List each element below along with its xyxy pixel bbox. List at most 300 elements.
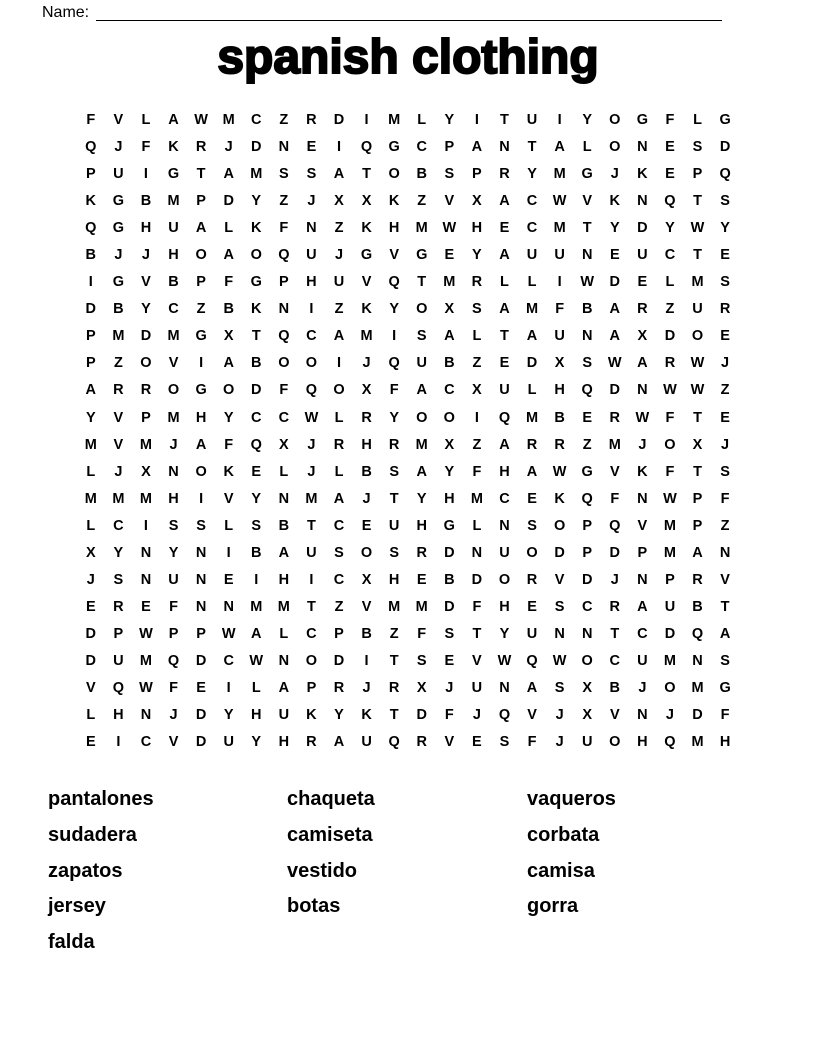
grid-row (77, 377, 739, 404)
page-title: spanish clothing (217, 31, 599, 84)
grid-cell: L (279, 463, 289, 480)
grid-cell: W (580, 274, 595, 291)
grid-cell: C (444, 382, 455, 399)
grid-cell: M (691, 274, 704, 291)
grid-cell: X (223, 328, 234, 345)
grid-row (77, 540, 739, 567)
grid-cell: F (665, 112, 675, 128)
grid-cell: D (664, 625, 676, 642)
grid-cell: G (388, 139, 400, 156)
grid-cell: J (555, 734, 564, 751)
grid-cell: N (140, 707, 152, 724)
grid-cell: A (499, 193, 510, 210)
grid-cell: R (140, 382, 152, 399)
grid-cell: P (196, 625, 206, 642)
grid-cell: U (637, 247, 648, 264)
grid-cell: U (113, 166, 124, 183)
grid-cell: B (361, 625, 372, 642)
grid-cell: R (637, 301, 648, 318)
grid-cell: M (250, 166, 263, 183)
grid-cell: P (85, 355, 96, 372)
grid-cell: M (167, 328, 180, 345)
grid-cell: M (84, 490, 97, 507)
grid-cell: B (581, 301, 593, 318)
grid-cell: O (223, 382, 235, 399)
grid-cell: J (307, 463, 316, 480)
grid-cell: N (278, 490, 290, 507)
grid-cell: S (113, 571, 124, 588)
grid-cell: E (85, 598, 96, 615)
grid-row (77, 567, 739, 594)
grid-cell: G (443, 517, 455, 534)
grid-cell: F (555, 301, 565, 318)
grid-cell: V (361, 598, 372, 615)
grid-cell: O (443, 409, 455, 426)
word-list-item: chaqueta (287, 788, 375, 811)
grid-cell: S (196, 517, 206, 534)
grid-cell: M (139, 490, 152, 507)
grid-cell: L (500, 274, 509, 291)
grid-cell: V (168, 734, 179, 751)
grid-cell: I (143, 166, 148, 183)
grid-cell: P (582, 544, 593, 561)
grid-cell: X (416, 679, 427, 696)
name-blank-line (96, 6, 722, 21)
grid-cell: V (444, 193, 455, 210)
grid-cell: A (333, 490, 345, 507)
grid-cell: I (199, 490, 204, 507)
grid-cell: G (112, 220, 124, 237)
grid-cell: D (223, 193, 234, 210)
grid-cell: D (444, 598, 455, 615)
word-list-column (287, 782, 527, 961)
grid-cell: E (251, 463, 262, 480)
grid-cell: M (608, 436, 621, 453)
grid-cell: P (444, 139, 455, 156)
grid-cell: Z (720, 382, 730, 399)
grid-row (77, 702, 739, 729)
grid-cell: W (552, 463, 567, 480)
grid-cell: H (388, 220, 400, 237)
grid-cell: I (226, 544, 231, 561)
grid-cell: R (471, 274, 483, 291)
grid-row (77, 269, 739, 296)
grid-cell: O (305, 355, 318, 372)
grid-cell: S (720, 463, 730, 480)
grid-cell: S (444, 166, 455, 183)
grid-cell: R (388, 436, 400, 453)
grid-cell: Q (526, 652, 538, 669)
grid-cell: L (86, 707, 96, 724)
grid-cell: R (306, 734, 317, 751)
grid-cell: U (526, 112, 538, 128)
grid-cell: O (140, 355, 152, 372)
grid-cell: H (278, 734, 290, 751)
grid-cell: N (637, 707, 648, 724)
grid-cell: X (472, 382, 482, 399)
grid-cell: L (86, 463, 96, 480)
grid-cell: I (364, 652, 369, 669)
grid-cell: T (389, 652, 399, 669)
grid-cell: J (169, 436, 178, 453)
grid-cell: O (691, 328, 704, 345)
grid-cell: K (251, 301, 262, 318)
grid-cell: I (199, 355, 204, 372)
grid-cell: C (306, 625, 317, 642)
grid-cell: J (141, 247, 150, 264)
grid-cell: L (279, 625, 289, 642)
grid-cell: D (85, 301, 97, 318)
grid-cell: P (85, 328, 96, 345)
grid-cell: M (443, 274, 456, 291)
grid-cell: V (113, 112, 124, 128)
grid-cell: T (693, 193, 702, 210)
grid-cell: G (636, 112, 648, 128)
grid-cell: C (581, 598, 593, 615)
grid-cell: N (140, 571, 152, 588)
grid-cell: A (719, 625, 731, 642)
grid-cell: F (389, 382, 399, 399)
grid-cell: E (609, 247, 620, 264)
grid-cell: R (113, 382, 124, 399)
grid-cell: U (416, 355, 427, 372)
grid-cell: W (249, 652, 264, 669)
grid-cell: R (692, 571, 703, 588)
grid-cell: H (278, 571, 290, 588)
grid-cell: S (416, 652, 427, 669)
grid-cell: F (720, 707, 730, 724)
word-list (48, 782, 816, 961)
grid-cell: Y (665, 220, 675, 237)
grid-cell: S (472, 301, 482, 318)
grid-cell: D (609, 274, 621, 291)
word-list-item: jersey (48, 895, 106, 918)
grid-cell: N (499, 139, 510, 156)
grid-cell: S (389, 463, 399, 480)
grid-cell: E (582, 409, 593, 426)
word-list-item: vestido (287, 859, 358, 882)
grid-cell: R (306, 112, 317, 128)
grid-cell: U (278, 707, 290, 724)
grid-cell: J (721, 436, 730, 453)
grid-cell: D (444, 544, 455, 561)
grid-cell: M (250, 598, 263, 615)
grid-cell: Y (609, 220, 620, 237)
grid-cell: Y (444, 112, 455, 128)
grid-cell: O (167, 382, 180, 399)
word-list-item: gorra (527, 895, 579, 918)
grid-cell: I (557, 274, 562, 291)
grid-cell: G (167, 166, 180, 183)
grid-cell: A (637, 598, 648, 615)
grid-cell: P (196, 193, 206, 210)
grid-cell: I (309, 571, 314, 588)
grid-cell: G (112, 193, 124, 210)
grid-cell: Z (417, 193, 427, 210)
grid-cell: Y (720, 220, 730, 237)
grid-cell: I (226, 679, 231, 696)
grid-row (77, 134, 739, 161)
grid-row (77, 215, 739, 242)
grid-cell: Q (498, 707, 511, 724)
grid-cell: S (499, 734, 510, 751)
grid-cell: L (224, 220, 234, 237)
grid-cell: N (223, 598, 234, 615)
grid-cell: H (499, 463, 510, 480)
grid-cell: Y (85, 409, 96, 426)
grid-cell: I (474, 112, 479, 128)
grid-cell: Q (719, 166, 731, 183)
grid-cell: Z (582, 436, 592, 453)
grid-cell: I (474, 409, 479, 426)
grid-cell: O (195, 247, 207, 264)
grid-cell: O (609, 112, 621, 128)
grid-cell: R (361, 409, 372, 426)
grid-cell: Y (168, 544, 179, 561)
grid-cell: W (442, 220, 457, 237)
grid-cell: D (140, 328, 152, 345)
grid-cell: L (693, 112, 702, 128)
grid-cell: A (333, 734, 345, 751)
grid-cell: V (113, 409, 124, 426)
grid-cell: D (195, 652, 207, 669)
grid-cell: W (663, 382, 677, 399)
grid-cell: C (223, 652, 234, 669)
grid-cell: N (637, 382, 648, 399)
grid-cell: T (251, 328, 261, 345)
grid-cell: M (470, 490, 483, 507)
grid-cell: I (309, 301, 314, 318)
grid-cell: O (664, 436, 676, 453)
grid-cell: V (527, 707, 537, 724)
grid-cell: R (664, 355, 676, 372)
grid-cell: O (416, 409, 428, 426)
grid-cell: E (223, 571, 234, 588)
grid-cell: D (581, 571, 593, 588)
grid-cell: Q (250, 436, 262, 453)
grid-cell: B (140, 193, 152, 210)
grid-cell: D (195, 707, 207, 724)
grid-cell: F (224, 436, 234, 453)
grid-cell: A (609, 328, 621, 345)
grid-cell: J (610, 166, 619, 183)
grid-cell: D (251, 139, 262, 156)
grid-cell: M (525, 301, 539, 318)
grid-cell: W (552, 652, 567, 669)
grid-cell: M (167, 409, 180, 426)
grid-cell: T (693, 247, 702, 264)
grid-cell: J (362, 490, 371, 507)
grid-cell: F (720, 490, 730, 507)
grid-cell: J (555, 707, 564, 724)
grid-cell: P (196, 274, 206, 291)
grid-cell: M (167, 193, 180, 210)
grid-cell: R (333, 679, 345, 696)
grid-cell: Q (388, 355, 400, 372)
grid-cell: S (444, 625, 455, 642)
grid-cell: A (416, 463, 427, 480)
grid-cell: B (444, 355, 455, 372)
grid-cell: E (141, 598, 151, 615)
grid-cell: D (526, 355, 538, 372)
grid-cell: V (113, 436, 124, 453)
grid-cell: U (554, 247, 565, 264)
grid-cell: D (637, 220, 648, 237)
grid-cell: Y (416, 490, 427, 507)
grid-row (77, 729, 739, 756)
grid-cell: T (389, 707, 399, 724)
grid-cell: D (554, 544, 565, 561)
grid-cell: A (333, 166, 345, 183)
grid-cell: Y (444, 463, 455, 480)
grid-cell: E (306, 139, 317, 156)
name-row (0, 0, 816, 21)
grid-cell: Z (279, 112, 289, 128)
grid-cell: U (168, 571, 179, 588)
grid-cell: B (223, 301, 234, 318)
grid-cell: H (554, 382, 565, 399)
grid-cell: B (113, 301, 124, 318)
grid-cell: O (333, 382, 345, 399)
grid-cell: F (86, 112, 96, 128)
grid-row (77, 648, 739, 675)
grid-cell: U (664, 598, 676, 615)
grid-cell: W (690, 220, 705, 237)
grid-cell: O (553, 517, 566, 534)
grid-cell: R (333, 436, 345, 453)
grid-cell: E (444, 652, 455, 669)
grid-cell: B (251, 544, 262, 561)
grid-cell: N (719, 544, 731, 561)
grid-cell: D (251, 382, 262, 399)
grid-cell: A (609, 301, 621, 318)
grid-cell: W (221, 625, 236, 642)
grid-cell: Z (334, 301, 344, 318)
grid-cell: I (143, 517, 148, 534)
grid-cell: K (609, 193, 621, 210)
grid-cell: N (306, 220, 317, 237)
grid-cell: F (665, 463, 675, 480)
word-list-item: camisa (527, 859, 595, 882)
grid-cell: A (251, 625, 262, 642)
grid-cell: A (195, 220, 207, 237)
grid-cell: D (333, 652, 345, 669)
grid-cell: Y (251, 734, 262, 751)
grid-cell: I (392, 328, 397, 345)
grid-cell: N (499, 679, 510, 696)
grid-cell: F (472, 463, 482, 480)
grid-cell: B (251, 355, 262, 372)
grid-cell: O (609, 139, 621, 156)
grid-cell: J (638, 436, 647, 453)
grid-cell: Z (113, 355, 123, 372)
grid-cell: S (306, 166, 317, 183)
grid-cell: X (334, 193, 344, 210)
grid-cell: Y (251, 193, 262, 210)
grid-cell: J (86, 571, 95, 588)
grid-cell: G (416, 247, 428, 264)
grid-cell: C (664, 247, 676, 264)
grid-cell: N (637, 571, 648, 588)
grid-cell: Y (389, 409, 399, 426)
grid-cell: E (527, 490, 537, 507)
grid-cell: V (141, 274, 151, 291)
grid-cell: F (610, 490, 620, 507)
grid-cell: J (472, 707, 481, 724)
grid-cell: Q (305, 382, 318, 399)
grid-cell: P (168, 625, 179, 642)
grid-cell: T (500, 112, 509, 128)
grid-cell: D (609, 544, 621, 561)
grid-cell: N (581, 625, 593, 642)
grid-cell: V (609, 463, 620, 480)
grid-cell: E (444, 247, 455, 264)
grid-cell: A (223, 247, 234, 264)
grid-cell: J (638, 679, 647, 696)
grid-cell: K (251, 220, 262, 237)
grid-cell: T (472, 625, 482, 642)
grid-row (77, 350, 739, 377)
grid-cell: F (417, 625, 427, 642)
grid-cell: S (720, 652, 730, 669)
grid-cell: N (581, 328, 593, 345)
grid-cell: M (553, 220, 566, 237)
grid-cell: E (665, 139, 675, 156)
grid-cell: L (141, 112, 151, 128)
grid-cell: G (112, 274, 124, 291)
grid-cell: C (306, 328, 317, 345)
grid-cell: M (112, 328, 125, 345)
grid-cell: X (554, 355, 565, 372)
grid-cell: P (692, 166, 703, 183)
grid-cell: X (582, 707, 593, 724)
grid-cell: R (416, 734, 427, 751)
grid-cell: C (140, 734, 152, 751)
grid-cell: R (499, 166, 510, 183)
grid-row (77, 296, 739, 323)
grid-cell: Z (196, 301, 206, 318)
grid-cell: D (471, 571, 483, 588)
grid-cell: F (169, 598, 178, 615)
grid-row (77, 323, 739, 350)
grid-cell: T (306, 517, 316, 534)
grid-cell: C (333, 517, 345, 534)
grid-cell: A (223, 166, 234, 183)
grid-cell: C (526, 193, 538, 210)
grid-cell: K (223, 463, 234, 480)
grid-cell: A (333, 328, 345, 345)
grid-cell: C (499, 490, 510, 507)
grid-cell: A (637, 355, 648, 372)
grid-cell: B (692, 598, 703, 615)
grid-cell: L (334, 463, 344, 480)
grid-cell: O (526, 544, 538, 561)
grid-cell: N (278, 652, 290, 669)
grid-cell: Y (113, 544, 124, 561)
word-list-item: falda (48, 930, 95, 953)
grid-cell: X (637, 328, 648, 345)
grid-cell: Z (334, 220, 344, 237)
word-list-item: sudadera (48, 823, 137, 846)
grid-cell: P (141, 409, 151, 426)
grid-row (77, 161, 739, 188)
grid-cell: O (498, 571, 511, 588)
grid-cell: U (692, 301, 703, 318)
grid-cell: C (168, 301, 179, 318)
grid-cell: H (499, 598, 510, 615)
grid-cell: Q (388, 734, 400, 751)
grid-cell: H (444, 490, 455, 507)
